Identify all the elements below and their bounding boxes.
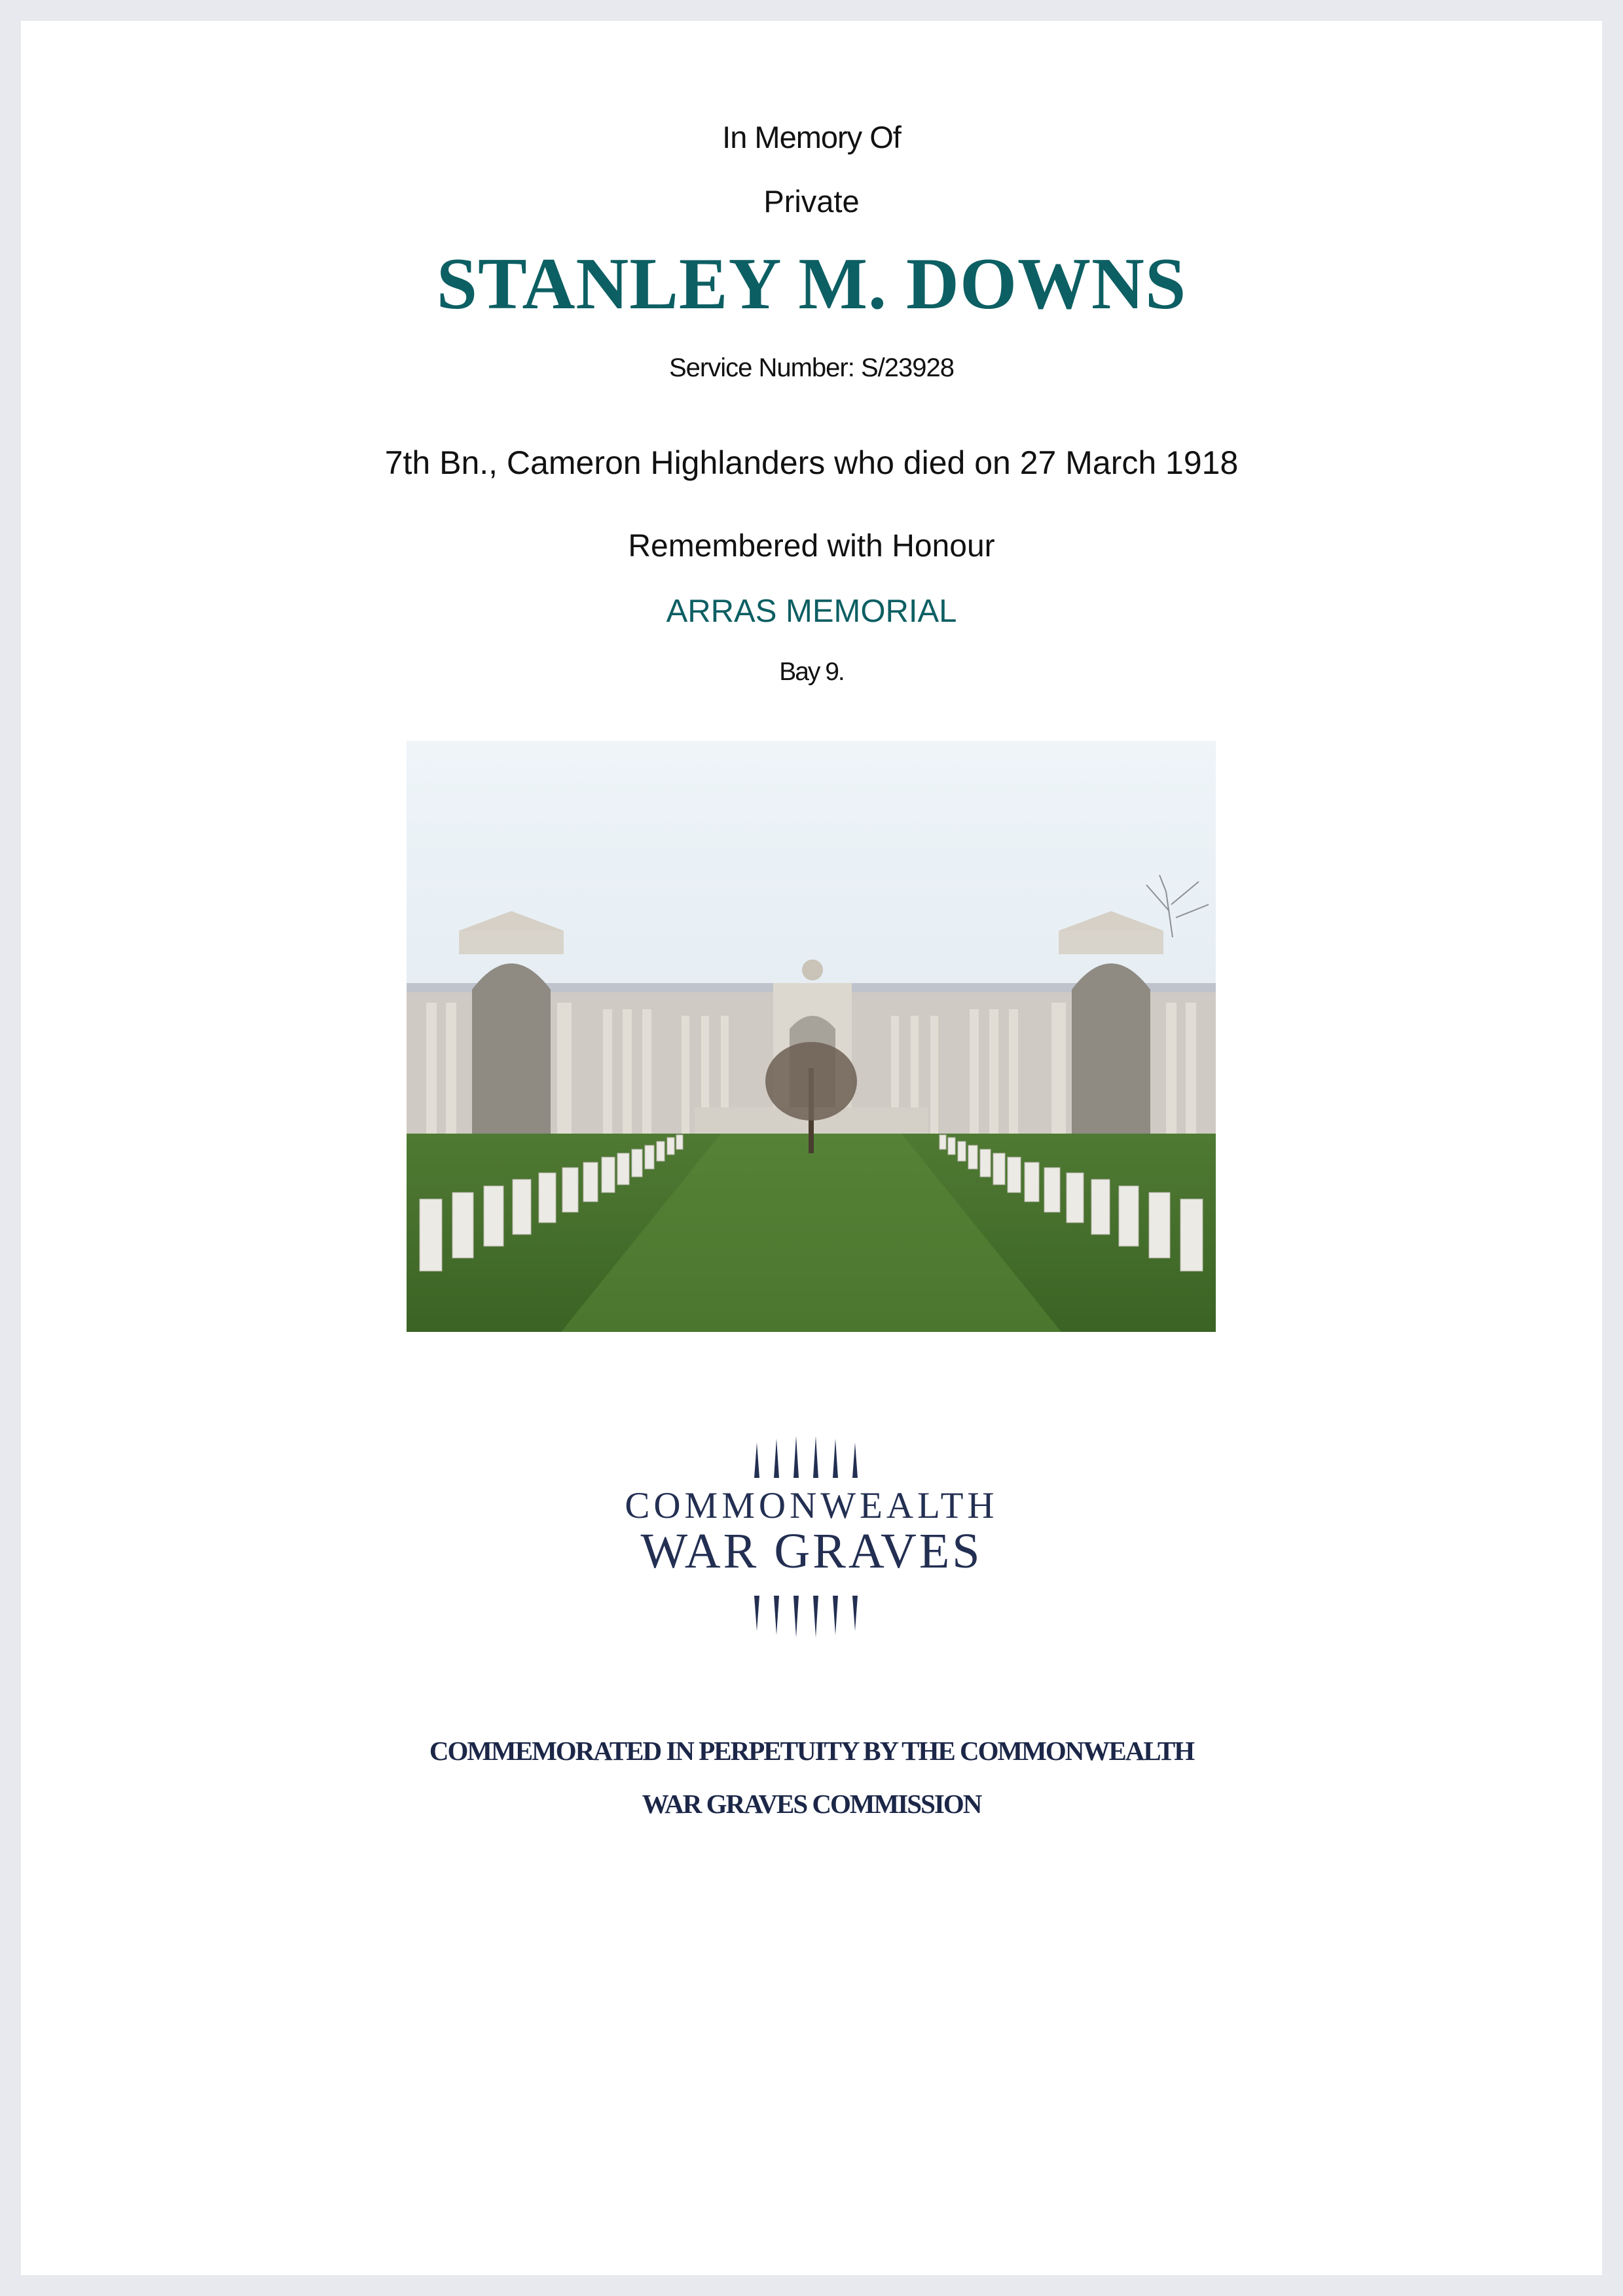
unit-death-text: 7th Bn., Cameron Highlanders who died on 27 March 1918 (384, 444, 1239, 481)
logo-text-commonwealth: COMMONWEALTH (625, 1485, 998, 1526)
service-number: Service Number: S/23928 (668, 353, 954, 382)
rank-text: Private (763, 184, 860, 219)
logo-bars-bottom-icon (748, 1596, 879, 1638)
intro-text: In Memory Of (722, 120, 901, 154)
memorial-name: ARRAS MEMORIAL (666, 594, 957, 629)
certificate-page (21, 21, 1602, 2275)
logo-bars-top-icon (748, 1436, 879, 1478)
memorial-location: Bay 9. (779, 658, 844, 686)
commemoration-line-1: COMMEMORATED IN PERPETUITY BY THE COMMONWEALTH (429, 1736, 1194, 1766)
memorial-photo (407, 741, 1216, 1332)
commemoration-line-2: WAR GRAVES COMMISSION (642, 1789, 981, 1819)
logo-text-war-graves: WAR GRAVES (640, 1524, 983, 1579)
casualty-name: STANLEY M. DOWNS (436, 243, 1187, 325)
remembered-text: Remembered with Honour (628, 529, 995, 564)
